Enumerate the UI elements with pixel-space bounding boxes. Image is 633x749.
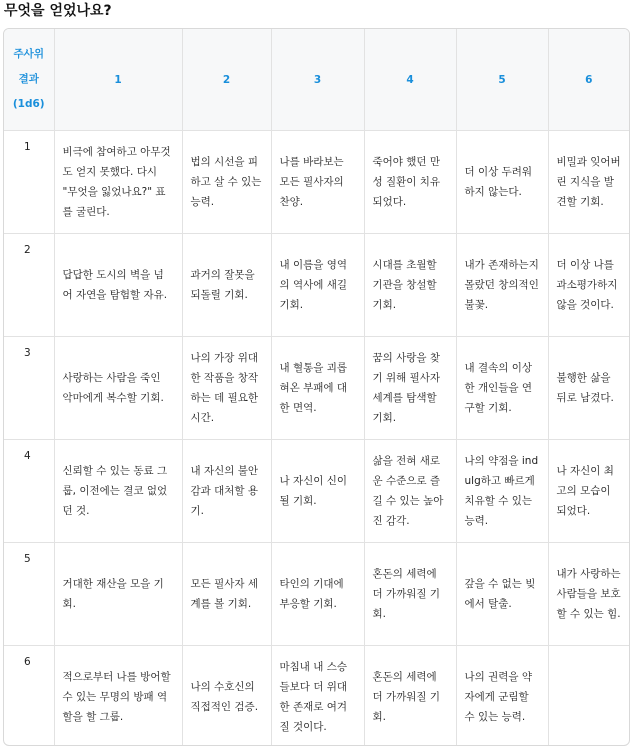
- table-cell: 타인의 기대에 부응할 기회.: [271, 543, 364, 646]
- table-cell: 적으로부터 나를 방어할 수 있는 무명의 방패 역할을 할 그룹.: [54, 646, 182, 747]
- row-number: 2: [4, 234, 54, 337]
- row-number: 6: [4, 646, 54, 747]
- header-col-2: 2: [182, 29, 271, 131]
- table-cell: 더 이상 나를 과소평가하지 않을 것이다.: [548, 234, 629, 337]
- table-cell: 과거의 잘못을 되돌릴 기회.: [182, 234, 271, 337]
- table-cell: 내 자신의 불안감과 대처할 용기.: [182, 440, 271, 543]
- table-cell: 꿈의 사랑을 찾기 위해 필사자 세계를 탐색할 기회.: [364, 337, 456, 440]
- table-cell: 내 결속의 이상한 개인들을 연구할 기회.: [456, 337, 548, 440]
- table-row: [4, 543, 629, 646]
- table-cell: 시대를 초월할 기관을 창설할 기회.: [364, 234, 456, 337]
- table-cell: 혼돈의 세력에 더 가까워질 기회.: [364, 543, 456, 646]
- table-row: [4, 337, 629, 440]
- table-cell: 혼돈의 세력에 더 가까워질 기회.: [364, 646, 456, 747]
- table-cell: 법의 시선을 피하고 살 수 있는 능력.: [182, 131, 271, 234]
- table-cell: 나의 권력을 약자에게 군림할 수 있는 능력.: [456, 646, 548, 747]
- table-cell: 더 이상 두려워하지 않는다.: [456, 131, 548, 234]
- results-table: [4, 29, 629, 746]
- page-title: 무엇을 얻었나요?: [4, 3, 112, 19]
- table-cell: 나의 가장 위대한 작품을 창작하는 데 필요한 시간.: [182, 337, 271, 440]
- header-col-4: 4: [364, 29, 456, 131]
- table-row: [4, 440, 629, 543]
- results-table-container: [3, 28, 630, 746]
- table-cell: 답답한 도시의 벽을 넘어 자연을 탐험할 자유.: [54, 234, 182, 337]
- table-cell: 나의 약점을 indulg하고 빠르게 치유할 수 있는 능력.: [456, 440, 548, 543]
- table-cell: 비극에 참여하고 아무것도 얻지 못했다. 다시 "무엇을 잃었나요?" 표를 굴린다.: [54, 131, 182, 234]
- table-row: [4, 646, 629, 747]
- header-col-5: 5: [456, 29, 548, 131]
- table-cell: 사랑하는 사람을 죽인 악마에게 복수할 기회.: [54, 337, 182, 440]
- row-number: 1: [4, 131, 54, 234]
- table-cell: 갚을 수 없는 빚에서 탈출.: [456, 543, 548, 646]
- table-cell: 신뢰할 수 있는 동료 그룹, 이전에는 결코 없었던 것.: [54, 440, 182, 543]
- table-cell: 삶을 전혀 새로운 수준으로 즐길 수 있는 높아진 감각.: [364, 440, 456, 543]
- table-cell: 나의 수호신의 직접적인 검증.: [182, 646, 271, 747]
- table-cell: 모든 필사자 세계를 볼 기회.: [182, 543, 271, 646]
- header-dice-result: 주사위 결과 (1d6): [4, 29, 54, 131]
- table-cell: 나 자신이 최고의 모습이 되었다.: [548, 440, 629, 543]
- table-row: [4, 234, 629, 337]
- table-cell: 죽어야 했던 만성 질환이 치유되었다.: [364, 131, 456, 234]
- row-number: 5: [4, 543, 54, 646]
- table-cell: 불행한 삶을 뒤로 남겼다.: [548, 337, 629, 440]
- header-col-1: 1: [54, 29, 182, 131]
- table-cell: 내가 존재하는지 몰랐던 창의적인 불꽃.: [456, 234, 548, 337]
- table-cell: 비밀과 잊어버린 지식을 발견할 기회.: [548, 131, 629, 234]
- table-cell: 내 이름을 영역의 역사에 새길 기회.: [271, 234, 364, 337]
- table-cell: 나 자신이 신이 될 기회.: [271, 440, 364, 543]
- header-col-6: 6: [548, 29, 629, 131]
- table-header-row: [4, 29, 629, 131]
- table-cell: 나를 바라보는 모든 필사자의 찬양.: [271, 131, 364, 234]
- table-cell: 거대한 재산을 모을 기회.: [54, 543, 182, 646]
- table-cell: [548, 646, 629, 747]
- table-cell: 마침내 내 스승들보다 더 위대한 존재로 여겨질 것이다.: [271, 646, 364, 747]
- row-number: 4: [4, 440, 54, 543]
- header-col-3: 3: [271, 29, 364, 131]
- table-cell: 내 혈통을 괴롭혀온 부패에 대한 면역.: [271, 337, 364, 440]
- table-row: [4, 131, 629, 234]
- table-cell: 내가 사랑하는 사람들을 보호할 수 있는 힘.: [548, 543, 629, 646]
- row-number: 3: [4, 337, 54, 440]
